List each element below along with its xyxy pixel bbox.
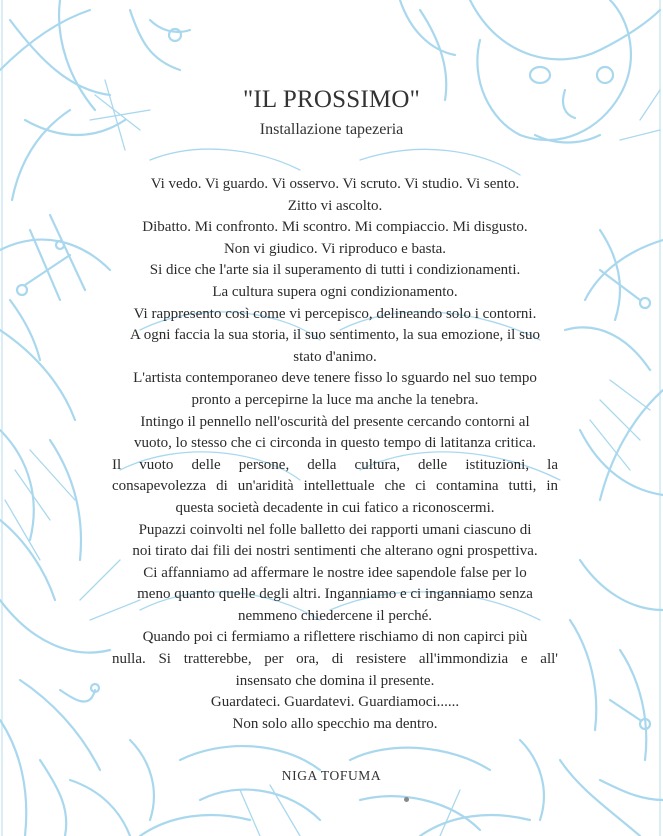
text-line: consapevolezza di un'aridità intellettuale che ci contamina tutti, in [112,478,558,495]
text-line: Guardateci. Guardatevi. Guardiamoci...... [210,694,460,711]
text-line: nemmeno chiedercene il perché. [237,607,433,624]
text-line: La cultura supera ogni condizionamento. [212,283,458,300]
text-line: Vi vedo. Vi guardo. Vi osservo. Vi scruto. Vi studio. Vi sento. [150,176,520,192]
author-signature: NIGA TOFUMA [281,768,382,783]
poem-body [112,174,558,735]
text-line: Il vuoto delle persone, della cultura, delle istituzioni, la [112,456,558,473]
text-line: A ogni faccia la sua storia, il suo sentimento, la sua emozione, il suo [130,327,540,344]
text-line: Zitto vi ascolto. [287,197,383,214]
text-line: Vi rappresento così come vi percepisco, delineando solo i contorni. [133,305,537,322]
text-line: Si dice che l'arte sia il superamento di tutti i condizionamenti. [149,262,521,279]
text-line: Pupazzi coinvolti nel folle balletto dei rapporti umani ciascuno di [138,521,532,538]
text-line: L'artista contemporaneo deve tenere fisso lo sguardo nel suo tempo [133,370,537,387]
text-line: Intingo il pennello nell'oscurità del presente cercando contorni al [140,413,530,430]
text-line: questa società decadente in cui fatico a riconoscermi. [175,499,495,516]
text-line: nulla. Si tratterebbe, per ora, di resistere all'immondizia e all' [112,651,558,668]
text-line: Dibatto. Mi confronto. Mi scontro. Mi compiaccio. Mi disgusto. [142,219,528,236]
page-subtitle: Installazione tapezeria [259,121,404,138]
page-title: "IL PROSSIMO" [243,86,420,113]
text-line: insensato che domina il presente. [235,672,435,689]
text-line: Non solo allo specchio ma dentro. [232,715,438,732]
text-line: vuoto, lo stesso che ci circonda in questo tempo di latitanza critica. [134,435,536,452]
text-line: meno quanto quelle degli altri. Inganniamo e ci inganniamo senza [137,586,533,603]
ink-speck [404,797,409,802]
text-line: pronto a percepirne la luce ma anche la tenebra. [191,391,479,408]
text-line: Quando poi ci fermiamo a riflettere rischiamo di non capirci più [142,629,528,646]
text-line: Ci affanniamo ad affermare le nostre idee sapendole false per lo [143,564,527,581]
text-line: stato d'animo. [293,348,377,365]
text-line: Non vi giudico. Vi riproduco e basta. [223,240,447,257]
text-line: noi tirato dai fili dei nostri sentimenti che alterano ogni prospettiva. [132,543,538,560]
